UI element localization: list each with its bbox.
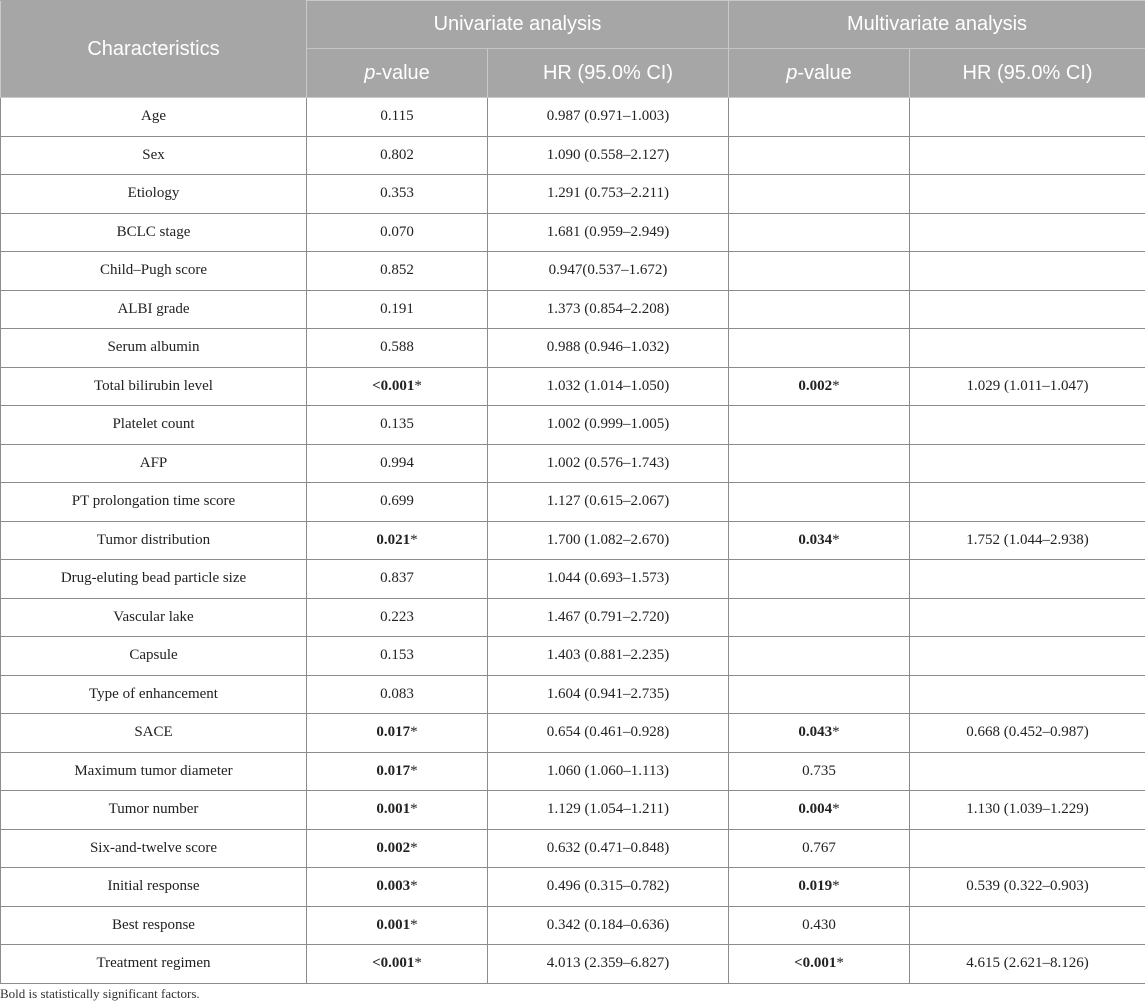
univariate-hr-cell: 0.988 (0.946–1.032) (488, 329, 729, 368)
multivariate-hr-cell (910, 598, 1145, 637)
multivariate-header: Multivariate analysis (729, 1, 1145, 49)
characteristic-cell: Treatment regimen (1, 945, 307, 984)
significance-marker: * (410, 839, 418, 856)
p-suffix-label: -value (375, 61, 430, 84)
characteristic-cell: Total bilirubin level (1, 367, 307, 406)
multivariate-hr-cell (910, 675, 1145, 714)
univariate-p-value-cell: 0.191 (307, 290, 488, 329)
univariate-p-value-cell (307, 906, 488, 945)
univariate-hr-cell: 1.127 (0.615–2.067) (488, 483, 729, 522)
multivariate-hr-cell: 0.539 (0.322–0.903) (910, 868, 1145, 907)
multivariate-p-value-cell (729, 791, 910, 830)
multivariate-p-value-cell (729, 868, 910, 907)
univariate-p-value-cell: 0.153 (307, 637, 488, 676)
table-row (1, 752, 1145, 791)
significance-marker: * (410, 724, 418, 741)
multivariate-hr-cell (910, 98, 1145, 137)
univariate-p-value-cell: 0.837 (307, 560, 488, 599)
significant-p-value: 0.043 (798, 724, 833, 741)
univariate-hr-cell: 4.013 (2.359–6.827) (488, 945, 729, 984)
multivariate-hr-cell (910, 329, 1145, 368)
univariate-hr-cell: 0.496 (0.315–0.782) (488, 868, 729, 907)
multivariate-p-value-cell (729, 367, 910, 406)
table-row (1, 868, 1145, 907)
multivariate-p-value-cell: 0.735 (729, 752, 910, 791)
univariate-p-value-cell: 0.852 (307, 252, 488, 291)
table-row (1, 829, 1145, 868)
table-row (1, 714, 1145, 753)
table-row (1, 406, 1145, 445)
multivariate-p-value-header (729, 49, 910, 98)
significant-p-value: 0.019 (798, 878, 833, 895)
multivariate-hr-cell: 1.029 (1.011–1.047) (910, 367, 1145, 406)
univariate-p-value-cell (307, 829, 488, 868)
multivariate-hr-cell (910, 829, 1145, 868)
significant-p-value: 0.002 (798, 377, 833, 394)
characteristic-cell: BCLC stage (1, 213, 307, 252)
univariate-hr-cell: 0.342 (0.184–0.636) (488, 906, 729, 945)
significant-p-value: <0.001 (794, 955, 837, 972)
multivariate-p-value-cell (729, 98, 910, 137)
significant-p-value: <0.001 (372, 377, 415, 394)
univariate-p-value-cell: 0.588 (307, 329, 488, 368)
significant-p-value: 0.034 (798, 531, 833, 548)
multivariate-hr-cell (910, 560, 1145, 599)
multivariate-hr-cell (910, 213, 1145, 252)
significance-marker: * (414, 955, 422, 972)
significance-marker: * (832, 377, 840, 394)
characteristic-cell: Platelet count (1, 406, 307, 445)
significant-p-value: 0.021 (376, 531, 411, 548)
significant-p-value: 0.002 (376, 839, 411, 856)
univariate-header: Univariate analysis (307, 1, 729, 49)
multivariate-hr-header: HR (95.0% CI) (910, 49, 1145, 98)
significant-p-value: 0.017 (376, 762, 411, 779)
univariate-p-value-cell (307, 521, 488, 560)
table-row (1, 791, 1145, 830)
univariate-hr-cell: 1.002 (0.576–1.743) (488, 444, 729, 483)
characteristic-cell: SACE (1, 714, 307, 753)
characteristic-cell: PT prolongation time score (1, 483, 307, 522)
table-row (1, 637, 1145, 676)
univariate-p-value-cell: 0.223 (307, 598, 488, 637)
significance-marker: * (832, 724, 840, 741)
table-row (1, 175, 1145, 214)
characteristic-cell: Best response (1, 906, 307, 945)
multivariate-hr-cell: 1.752 (1.044–2.938) (910, 521, 1145, 560)
table-body (1, 98, 1145, 984)
multivariate-hr-cell: 0.668 (0.452–0.987) (910, 714, 1145, 753)
table-row (1, 521, 1145, 560)
table-row (1, 560, 1145, 599)
p-suffix-label: -value (797, 61, 852, 84)
multivariate-hr-cell (910, 752, 1145, 791)
univariate-hr-cell: 1.291 (0.753–2.211) (488, 175, 729, 214)
significance-marker: * (832, 801, 840, 818)
univariate-p-value-cell: 0.135 (307, 406, 488, 445)
univariate-p-value-cell: 0.699 (307, 483, 488, 522)
table-header (1, 1, 1145, 98)
table-row (1, 290, 1145, 329)
univariate-p-value-cell (307, 367, 488, 406)
table-row (1, 98, 1145, 137)
table-row (1, 329, 1145, 368)
table-row (1, 906, 1145, 945)
multivariate-p-value-cell: 0.430 (729, 906, 910, 945)
significant-p-value: 0.001 (376, 801, 411, 818)
characteristic-cell: Etiology (1, 175, 307, 214)
univariate-hr-cell: 1.129 (1.054–1.211) (488, 791, 729, 830)
significance-marker: * (410, 762, 418, 779)
characteristic-cell: Capsule (1, 637, 307, 676)
characteristic-cell: ALBI grade (1, 290, 307, 329)
characteristic-cell: Type of enhancement (1, 675, 307, 714)
multivariate-p-value-cell (729, 213, 910, 252)
univariate-hr-cell: 0.947(0.537–1.672) (488, 252, 729, 291)
multivariate-hr-cell (910, 483, 1145, 522)
significant-p-value: 0.001 (376, 916, 411, 933)
multivariate-p-value-cell (729, 175, 910, 214)
multivariate-p-value-cell (729, 406, 910, 445)
univariate-p-value-cell (307, 791, 488, 830)
p-italic-label: p (364, 61, 376, 84)
table-row (1, 136, 1145, 175)
table-row (1, 675, 1145, 714)
multivariate-hr-cell (910, 637, 1145, 676)
multivariate-p-value-cell (729, 252, 910, 291)
table-row (1, 367, 1145, 406)
multivariate-hr-cell (910, 136, 1145, 175)
multivariate-p-value-cell (729, 483, 910, 522)
table-row (1, 483, 1145, 522)
multivariate-p-value-cell (729, 290, 910, 329)
multivariate-p-value-cell (729, 637, 910, 676)
multivariate-p-value-cell: 0.767 (729, 829, 910, 868)
multivariate-hr-cell (910, 444, 1145, 483)
multivariate-p-value-cell (729, 714, 910, 753)
univariate-p-value-cell (307, 752, 488, 791)
multivariate-hr-cell (910, 252, 1145, 291)
univariate-hr-cell: 0.632 (0.471–0.848) (488, 829, 729, 868)
univariate-hr-cell: 1.604 (0.941–2.735) (488, 675, 729, 714)
multivariate-p-value-cell (729, 521, 910, 560)
multivariate-p-value-cell (729, 329, 910, 368)
significance-marker: * (832, 878, 840, 895)
significance-marker: * (410, 531, 418, 548)
multivariate-hr-cell: 4.615 (2.621–8.126) (910, 945, 1145, 984)
characteristic-cell: Age (1, 98, 307, 137)
multivariate-p-value-cell (729, 136, 910, 175)
significance-marker: * (410, 878, 418, 895)
univariate-p-value-cell: 0.353 (307, 175, 488, 214)
univariate-p-value-cell: 0.994 (307, 444, 488, 483)
multivariate-hr-cell (910, 175, 1145, 214)
univariate-hr-cell: 1.467 (0.791–2.720) (488, 598, 729, 637)
univariate-p-value-cell (307, 714, 488, 753)
univariate-p-value-cell: 0.802 (307, 136, 488, 175)
multivariate-p-value-cell (729, 444, 910, 483)
table-row (1, 444, 1145, 483)
significant-p-value: <0.001 (372, 955, 415, 972)
characteristic-cell: Sex (1, 136, 307, 175)
multivariate-p-value-cell (729, 598, 910, 637)
univariate-hr-cell: 1.060 (1.060–1.113) (488, 752, 729, 791)
characteristic-cell: Maximum tumor diameter (1, 752, 307, 791)
univariate-hr-cell: 0.654 (0.461–0.928) (488, 714, 729, 753)
univariate-p-value-header (307, 49, 488, 98)
univariate-p-value-cell: 0.115 (307, 98, 488, 137)
univariate-p-value-cell (307, 868, 488, 907)
significance-marker: * (410, 916, 418, 933)
univariate-hr-cell: 1.090 (0.558–2.127) (488, 136, 729, 175)
characteristic-cell: AFP (1, 444, 307, 483)
univariate-hr-cell: 0.987 (0.971–1.003) (488, 98, 729, 137)
multivariate-hr-cell (910, 406, 1145, 445)
characteristic-cell: Tumor distribution (1, 521, 307, 560)
multivariate-hr-cell: 1.130 (1.039–1.229) (910, 791, 1145, 830)
univariate-hr-cell: 1.044 (0.693–1.573) (488, 560, 729, 599)
characteristic-cell: Serum albumin (1, 329, 307, 368)
univariate-hr-cell: 1.002 (0.999–1.005) (488, 406, 729, 445)
p-italic-label: p (786, 61, 798, 84)
characteristic-cell: Tumor number (1, 791, 307, 830)
univariate-p-value-cell (307, 945, 488, 984)
univariate-hr-cell: 1.403 (0.881–2.235) (488, 637, 729, 676)
characteristic-cell: Vascular lake (1, 598, 307, 637)
multivariate-hr-cell (910, 906, 1145, 945)
univariate-p-value-cell: 0.083 (307, 675, 488, 714)
significance-marker: * (836, 955, 844, 972)
characteristic-cell: Child–Pugh score (1, 252, 307, 291)
univariate-hr-cell: 1.373 (0.854–2.208) (488, 290, 729, 329)
multivariate-p-value-cell (729, 945, 910, 984)
characteristic-cell: Six-and-twelve score (1, 829, 307, 868)
univariate-hr-header: HR (95.0% CI) (488, 49, 729, 98)
significance-marker: * (410, 801, 418, 818)
multivariate-hr-cell (910, 290, 1145, 329)
univariate-hr-cell: 1.681 (0.959–2.949) (488, 213, 729, 252)
significant-p-value: 0.004 (798, 801, 833, 818)
characteristic-cell: Drug-eluting bead particle size (1, 560, 307, 599)
significance-marker: * (414, 377, 422, 394)
significant-p-value: 0.017 (376, 724, 411, 741)
multivariate-p-value-cell (729, 560, 910, 599)
table-row (1, 598, 1145, 637)
characteristics-header: Characteristics (1, 1, 307, 98)
multivariate-p-value-cell (729, 675, 910, 714)
univariate-hr-cell: 1.700 (1.082–2.670) (488, 521, 729, 560)
characteristic-cell: Initial response (1, 868, 307, 907)
univariate-p-value-cell: 0.070 (307, 213, 488, 252)
table-row (1, 213, 1145, 252)
significance-marker: * (832, 531, 840, 548)
univariate-hr-cell: 1.032 (1.014–1.050) (488, 367, 729, 406)
significant-p-value: 0.003 (376, 878, 411, 895)
table-footnote: Bold is statistically significant factors. (0, 986, 200, 1001)
table-row (1, 945, 1145, 984)
table-row (1, 252, 1145, 291)
